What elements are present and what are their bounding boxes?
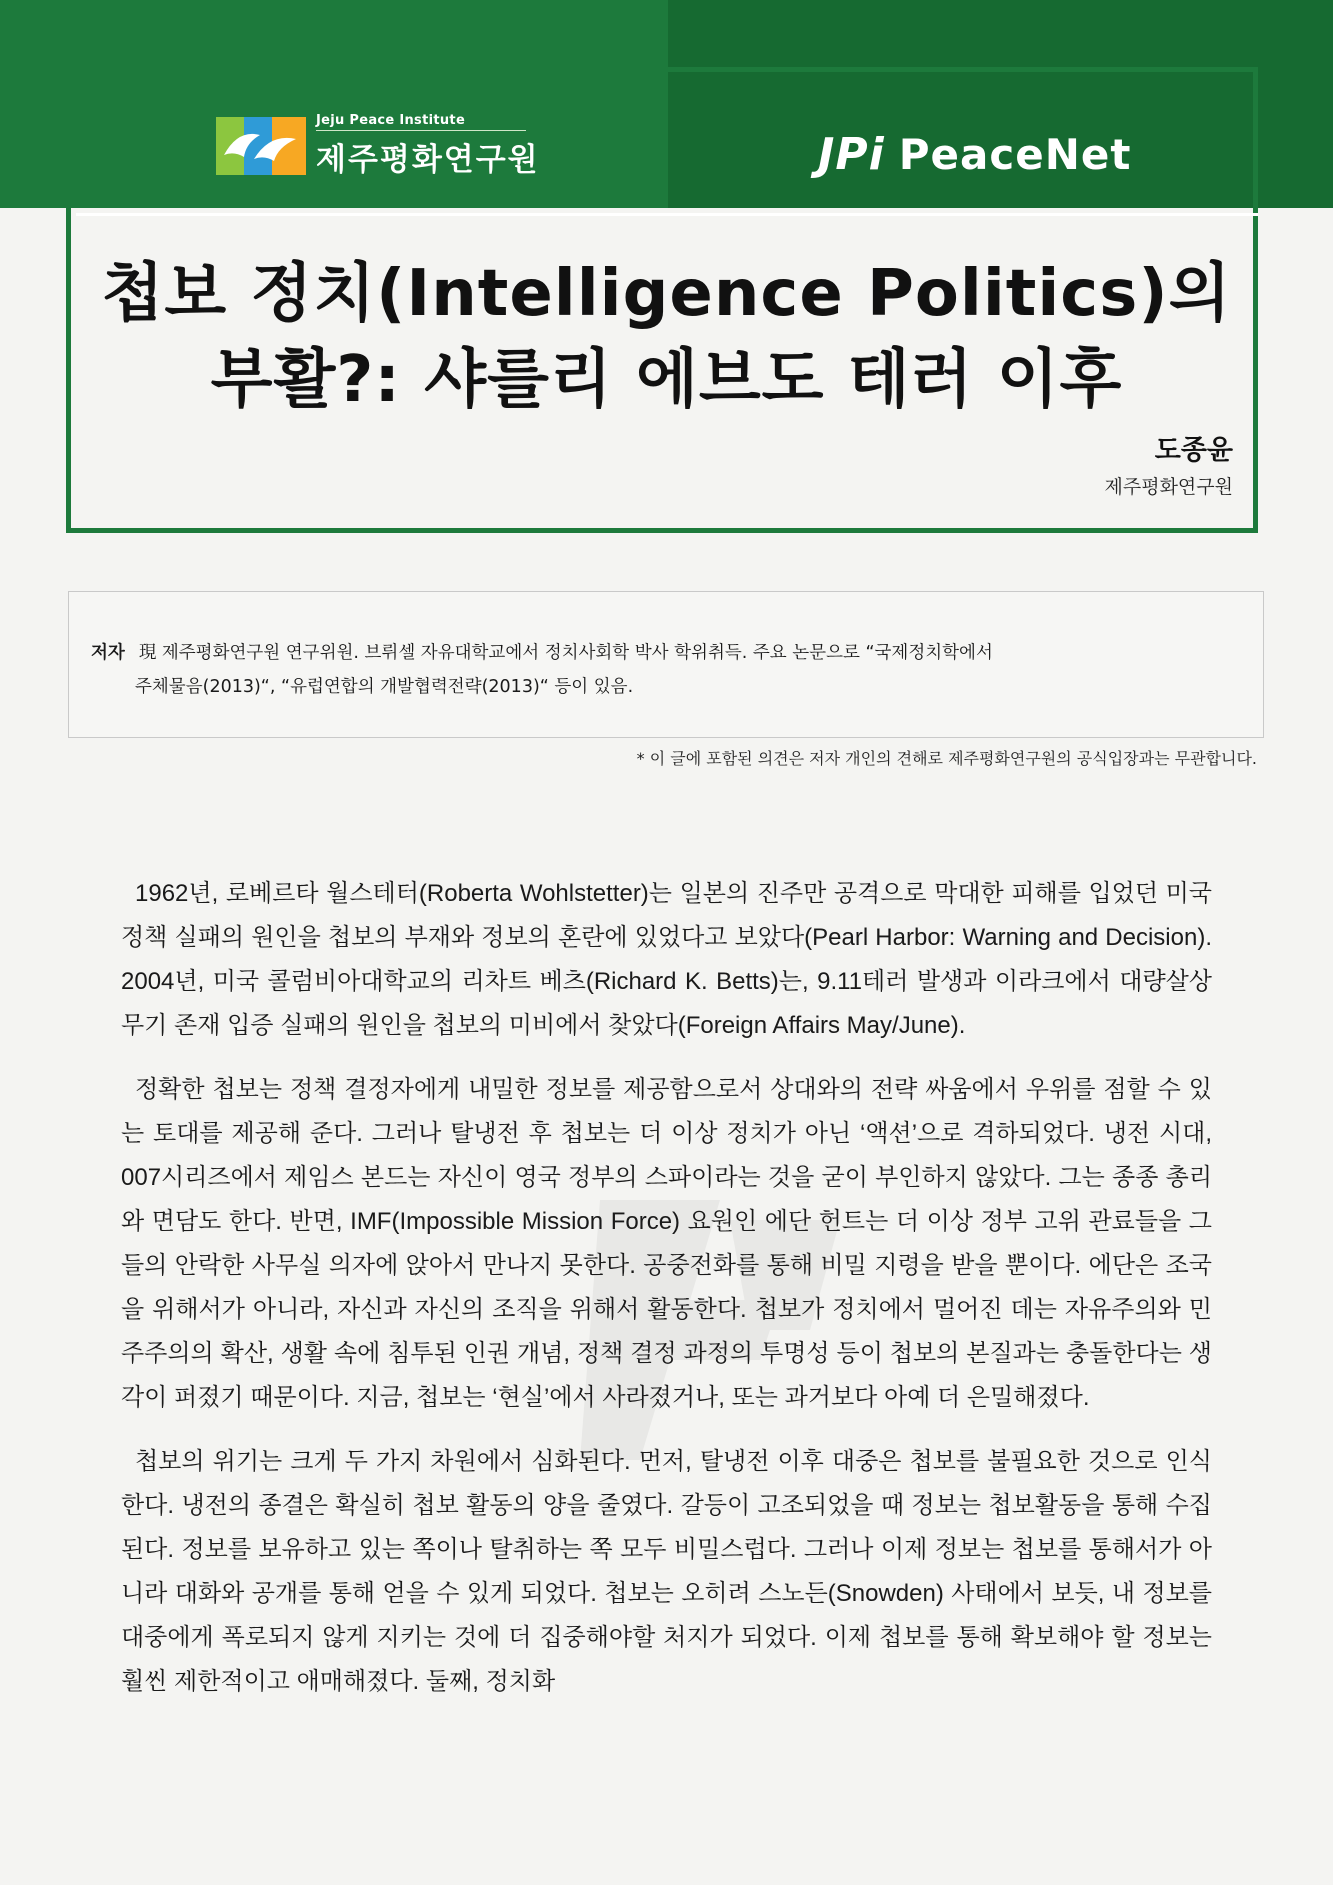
peacenet-name: PeaceNet xyxy=(898,130,1132,179)
disclaimer-note: * 이 글에 포함된 의견은 저자 개인의 견해로 제주평화연구원의 공식입장과는 무관합니다. xyxy=(636,749,1257,768)
author-name: 도종윤 xyxy=(1154,435,1233,466)
institute-english-name: Jeju Peace Institute xyxy=(316,113,466,128)
peacenet-logo xyxy=(818,129,1131,180)
body-paragraph-3: 첩보의 위기는 크게 두 가지 차원에서 심화된다. 먼저, 탈냉전 이후 대중은 첩보를 불필요한 것으로 인식한다. 냉전의 종결은 확실히 첩보 활동의 양을 줄였다. 갈등이 고조되었을 때 정보는 첩보활동을 통해 수집된다. 정보를 보유하고 있는 쪽이나 탈취하는 쪽 모두 비밀스럽다. 그러나 이제 정보는 첩보를 통해서가 아니라 대화와 공개를 통해 얻을 수 있게 되었다. 첩보는 오히려 스노든(Snowden) 사태에서 보듯, 내 정보를 대중에게 폭로되지 않게 지키는 것에 더 집중해야할 처지가 되었다. 이제 첩보를 통해 확보해야 할 정보는 훨씬 제한적이고 애매해졌다. 둘째, 정치화 xyxy=(121,1448,1212,1695)
bio-line-2: 주체물음(2013)“, “유럽연합의 개발협력전략(2013)“ 등이 있음. xyxy=(135,677,634,697)
body-paragraph-1: 1962년, 로베르타 월스테터(Roberta Wohlstetter)는 일본의 진주만 공격으로 막대한 피해를 입었던 미국 정책 실패의 원인을 첩보의 부재와 정보의 혼란에 있었다고 보았다(Pearl Harbor: Warning and Decision). 2004년, 미국 콜럼비아대학교의 리차트 베츠(Richard K. Betts)는, 9.11테러 발생과 이라크에서 대량살상무기 존재 입증 실패의 원인을 첩보의 미비에서 찾았다(Foreign Affairs May/June). xyxy=(121,880,1212,1039)
jpi-mark: JPi xyxy=(818,129,885,180)
jpi-wordmark xyxy=(316,113,540,179)
jeju-peace-institute-logo xyxy=(216,113,540,179)
article-title-line-1: 첩보 정치(Intelligence Politics)의 xyxy=(101,257,1232,331)
author-affiliation: 제주평화연구원 xyxy=(1104,476,1233,498)
author-bio-box xyxy=(68,591,1264,738)
bio-line-1: 現 제주평화연구원 연구위원. 브뤼셀 자유대학교에서 정치사회학 박사 학위취득. 주요 논문으로 “국제정치학에서 xyxy=(138,643,993,663)
author-bio xyxy=(91,636,1241,704)
bio-label: 저자 xyxy=(91,643,125,663)
institute-korean-name: 제주평화연구원 xyxy=(316,142,540,178)
logo-strip xyxy=(76,77,1258,216)
body-paragraph-2: 정확한 첩보는 정책 결정자에게 내밀한 정보를 제공함으로서 상대와의 전략 싸움에서 우위를 점할 수 있는 토대를 제공해 준다. 그러나 탈냉전 후 첩보는 더 이상 정치가 아닌 ‘액션’으로 격하되었다. 냉전 시대, 007시리즈에서 제임스 본드는 자신이 영국 정부의 스파이라는 것을 굳이 부인하지 않았다. 그는 종종 총리와 면담도 한다. 반면, IMF(Impossible Mission Force) 요원인 에단 헌트는 더 이상 정부 고위 관료들을 그들의 안락한 사무실 의자에 앉아서 만나지 못한다. 공중전화를 통해 비밀 지령을 받을 뿐이다. 에단은 조국을 위해서가 아니라, 자신과 자신의 조직을 위해서 활동한다. 첩보가 정치에서 멀어진 데는 자유주의와 민주주의의 확산, 생활 속에 침투된 인권 개념, 정책 결정 과정의 투명성 등이 첩보의 본질과는 충돌한다는 생각이 퍼졌기 때문이다. 지금, 첩보는 ‘현실’에서 사라졌거나, 또는 과거보다 아예 더 은밀해졌다. xyxy=(121,1076,1212,1411)
wordmark-divider xyxy=(316,130,526,131)
dove-logo-icon xyxy=(216,115,306,177)
article-body xyxy=(121,872,1212,1724)
article-title-line-2: 부활?: 샤를리 에브도 테러 이후 xyxy=(210,343,1123,417)
